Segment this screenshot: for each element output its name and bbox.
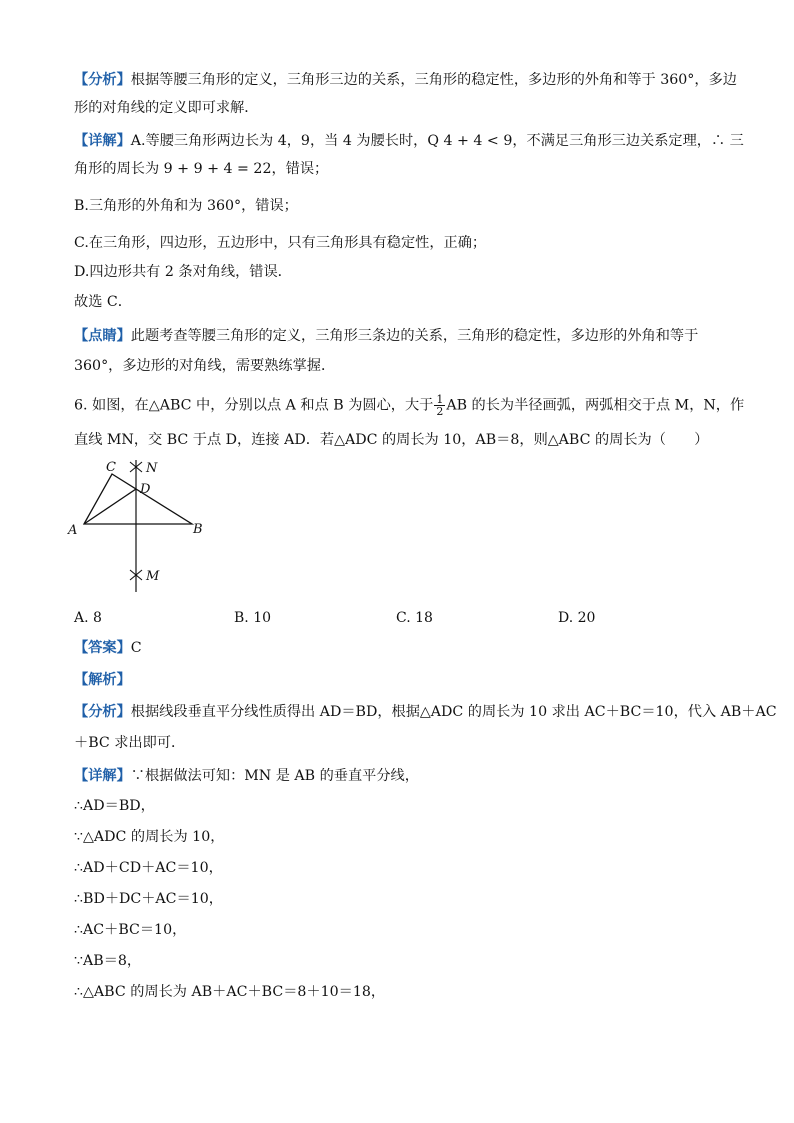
q6-answer-line [74, 638, 142, 658]
q6-stem-text-1b: AB 的长为半径画弧，两弧相交于点 M，N，作 [446, 397, 745, 414]
q5-comment-line-1 [74, 326, 698, 346]
detail-tag: 【详解】 [74, 133, 131, 149]
option-c: C. 18 [396, 610, 433, 626]
q6-stem-text-1a: 6. 如图，在△ABC 中，分别以点 A 和点 B 为圆心，大于 [74, 397, 434, 414]
triangle-abc [84, 474, 192, 524]
q6-detail-text-1: ∵根据做法可知：MN 是 AB 的垂直平分线， [130, 768, 419, 784]
q6-detail-line-3: ∵△ADC 的周长为 10， [74, 829, 225, 845]
q5-comment-text-1: 此题考查等腰三角形的定义，三角形三条边的关系，三角形的稳定性，多边形的外角和等于 [130, 328, 699, 344]
q6-stem-line-2: 直线 MN，交 BC 于点 D，连接 AD．若△ADC 的周长为 10，AB＝8，则△ABC 的周长为（ ） [74, 432, 709, 448]
q5-detail-line-6: 故选 C． [74, 294, 132, 310]
q5-detail-line-4: C.在三角形，四边形，五边形中，只有三角形具有稳定性，正确； [74, 235, 487, 251]
label-a: A [68, 523, 78, 538]
q5-analysis-line-1 [74, 70, 737, 90]
q6-detail-line-1 [74, 766, 419, 786]
analysis-tag-2: 【分析】 [74, 704, 131, 720]
answer-value: C [130, 640, 142, 656]
option-b: B. 10 [234, 610, 272, 626]
q5-detail-line-2: 角形的周长为 9 + 9 + 4 = 22，错误； [74, 161, 329, 177]
q6-detail-line-6: ∴AC＋BC＝10， [74, 922, 187, 938]
q6-explain-line [74, 670, 131, 690]
q6-analysis-text-1: 根据线段垂直平分线性质得出 AD＝BD，根据△ADC 的周长为 10 求出 AC＋BC＝10，代入 AB＋AC [130, 704, 777, 720]
triangle-figure [66, 456, 216, 596]
q5-detail-line-3: B.三角形的外角和为 360°，错误； [74, 198, 298, 214]
label-d: D [140, 482, 151, 497]
answer-tag: 【答案】 [74, 640, 131, 656]
q5-comment-line-2: 360°，多边形的对角线，需要熟练掌握． [74, 358, 336, 374]
q5-detail-text-1: A.等腰三角形两边长为 4，9，当 4 为腰长时，Q 4 + 4 < 9，不满足三角形三边关系定理，∴ 三 [130, 133, 744, 149]
option-d: D. 20 [558, 610, 596, 626]
q6-detail-line-4: ∴AD＋CD＋AC＝10， [74, 860, 223, 876]
q5-detail-line-5: D.四边形共有 2 条对角线，错误． [74, 264, 292, 280]
label-m: M [146, 569, 160, 584]
q6-analysis-line-1 [74, 702, 777, 722]
explain-tag: 【解析】 [74, 672, 131, 688]
q6-stem-line-1 [74, 394, 744, 417]
q6-analysis-line-2: ＋BC 求出即可． [74, 735, 186, 751]
q6-detail-line-2: ∴AD＝BD， [74, 798, 155, 814]
q5-analysis-line-2: 形的对角线的定义即可求解． [74, 100, 259, 116]
q6-detail-line-8: ∴△ABC 的周长为 AB＋AC＋BC＝8＋10＝18， [74, 984, 386, 1000]
q6-detail-line-5: ∴BD＋DC＋AC＝10， [74, 891, 223, 907]
q5-analysis-text-1: 根据等腰三角形的定义，三角形三边的关系，三角形的稳定性，多边形的外角和等于 360°，多边 [130, 72, 737, 88]
label-n: N [146, 461, 158, 476]
option-a: A. 8 [74, 610, 102, 626]
analysis-tag: 【分析】 [74, 72, 131, 88]
detail-tag-2: 【详解】 [74, 768, 131, 784]
segment-ad [84, 489, 136, 524]
q5-detail-line-1 [74, 131, 744, 151]
label-b: B [193, 522, 203, 537]
fraction-one-half: $\frac{1}{2}$ [436, 393, 444, 418]
label-c: C [106, 460, 116, 475]
q6-detail-line-7: ∵AB＝8， [74, 953, 142, 969]
comment-tag: 【点睛】 [74, 328, 131, 344]
